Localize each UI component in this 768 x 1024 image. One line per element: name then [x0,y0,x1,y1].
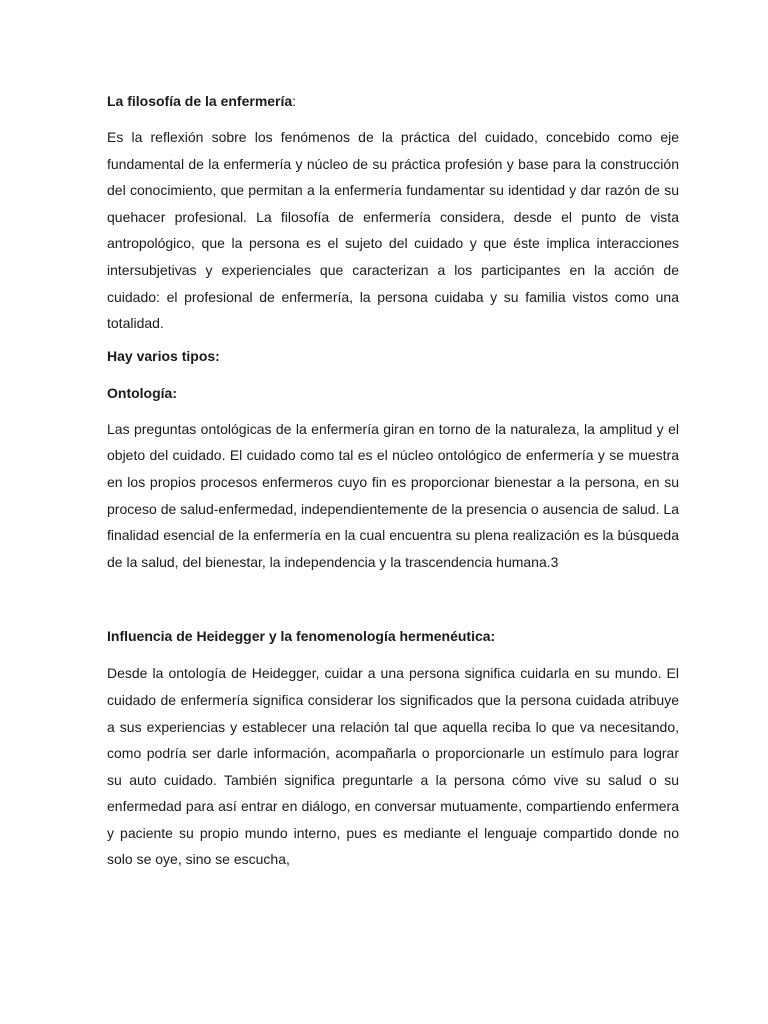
document-title [107,88,679,114]
document-title-colon: : [292,93,297,109]
heading-heidegger: Influencia de Heidegger y la fenomenología hermenéutica: [107,628,496,645]
paragraph-ontology: Las preguntas ontológicas de la enfermería giran en torno de la naturaleza, la amplitud y el objeto del cuidado. El cuidado como tal es el núcleo ontológico de enfermería y se muestra en los propios procesos enfermeros cuyo fin es proporcionar bienestar a la persona, en su proceso de salud-enfermedad, independientemente de la presencia o ausencia de salud. La finalidad esencial de la enfermería en la cual encuentra su plena realización es la búsqueda de la salud, del bienestar, la independencia y la trascendencia humana.3 [107,420,679,570]
document-page [107,88,679,873]
paragraph-heidegger: Desde la ontología de Heidegger, cuidar a una persona significa cuidarla en su mundo. El cuidado de enfermería significa considerar los significados que la persona cuidada atribuye a sus experiencias y establecer una relación tal que aquella reciba lo que va necesitando, como podría ser darle información, acompañarla o proporcionarle un estímulo para lograr su auto cuidado. También significa preguntarle a la persona cómo vive su salud o su enfermedad para así entrar en diálogo, en conversar mutuamente, compartiendo enfermera y paciente su propio mundo interno, pues es mediante el lenguaje compartido donde no solo se oye, sino se escucha, [107,665,679,868]
document-title-text: La filosofía de la enfermería [107,93,293,109]
heading-types: Hay varios tipos: [107,347,220,364]
heading-ontology: Ontología: [107,384,177,401]
paragraph-philosophy: Es la reflexión sobre los fenómenos de la práctica del cuidado, concebido como eje fundamental de la enfermería y núcleo de su práctica profesión y base para la construcción del conocimiento, que permitan a la enfermería fundamentar su identidad y dar razón de su quehacer profesional. La filosofía de enfermería considera, desde el punto de vista antropológico, que la persona es el sujeto del cuidado y que éste implica interacciones intersubjetivas y experienciales que caracterizan a los participantes en la acción de cuidado: el profesional de enfermería, la persona cuidaba y su familia vistos como una totalidad. [107,129,679,332]
